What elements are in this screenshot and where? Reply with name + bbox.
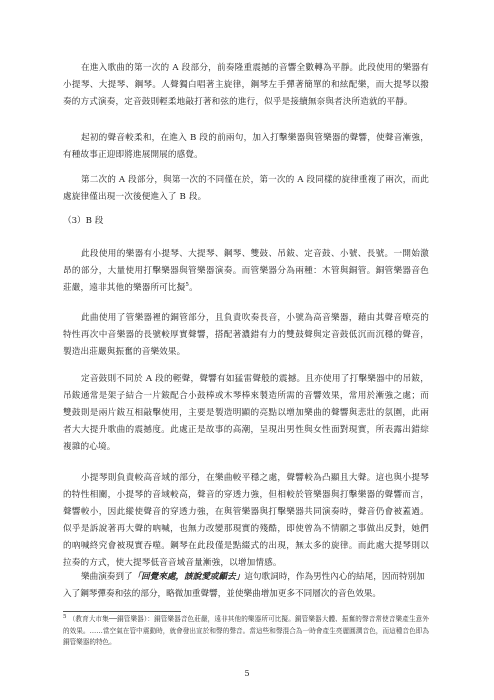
- paragraph-a-section-second: 第二次的 A 段部分，與第一次的不同僅在於，第一次的 A 段同樣的旋律重複了兩次，而此處旋律僅出現一次後便進入了 B 段。: [63, 175, 429, 202]
- page-number: 5: [244, 669, 250, 678]
- section-heading-b: （3）B 段: [63, 216, 104, 226]
- paragraph-b-instruments-text: 此段使用的樂器有小提琴、大提琴、鋼琴、雙鼓、吊鈸、定音鼓、小號、長號。一開始激昂的部分，大量使用打擊樂器與管樂器演奏。而管樂器分為兩種：木管與銅管。銅管樂器音色莊嚴，遠非其他的樂器所可比擬: [63, 249, 429, 293]
- footnote: [63, 614, 429, 649]
- footnote-text: （教育大市集──銅管樂器）：銅管樂器音色莊嚴，遠非其他的樂器所可比擬。銅管樂器大體、振奮的聲音常使音樂產生意外的效果。……當空氣在管中震動時，就會發出宣於和聲的聲音。當這些和聲混合為一時會產生亮麗圓潤音色，而這種音色即為銅管樂器的特色。: [63, 615, 429, 646]
- footnote-number: 5: [63, 613, 67, 620]
- paragraph-soft-opening: 起初的聲音較柔和，在進入 B 段的前兩句，加入打擊樂器與管樂器的聲響，使聲音漸強，有種故事正迎即將進展開展的感覺。: [63, 133, 429, 160]
- paragraph-b-instruments: 此段使用的樂器有小提琴、大提琴、鋼琴、雙鼓、吊鈸、定音鼓、小號、長號。一開始激昂的部分，大量使用打擊樂器與管樂器演奏。而管樂器分為兩種：木管與銅管。銅管樂器音色莊嚴，遠非其他的樂器所可比擬$^5$。: [63, 249, 429, 293]
- paragraph-climax-lyric: [63, 569, 429, 603]
- paragraph-percussion: 定音鼓則不同於 A 段的輕聲，聲響有如猛雷聲般的震撼。且亦使用了打擊樂器中的吊鈸，吊鈸通常是架子結合一片鈸配合小鼓棒或木琴棒來製造所需的音響效果，常用於漸強之處；而雙鼓則是兩片鈸互相敲擊使用，主要是製造明顯的亮點以增加樂曲的聲響與悲壯的氛圍，此兩者大大提升歌曲的震撼度。此處正是故事的高潮，呈現出男性與女性面對現實，所表露出錯綜複雜的心境。: [63, 374, 429, 452]
- footnote-reference[interactable]: 5: [185, 282, 190, 289]
- lyric-quote: 「回覺來處，該說愛或顧去」: [132, 572, 245, 582]
- paragraph-a-section-first: 在進入歌曲的第一次的 A 段部分，前奏隆重震撼的音響全數轉為平靜。此段使用的樂器有小提琴、大提琴、鋼琴。人聲獨白唱著主旋律，鋼琴左手彈著簡單的和絃配樂，而大提琴以撥奏的方式演奏，定音鼓則輕柔地敲打著和弦的進行，似乎是接續無奈與者決所造就的平靜。: [63, 63, 429, 107]
- lyric-follow: 這句歌詞時，作為男性內心的結尾，因而特別加入了鋼琴彈奏和弦的部分，略微加重聲響，並使樂曲增加更多不同層次的音色效果。: [63, 572, 425, 599]
- paragraph-brass-usage: 此曲使用了管樂器裡的銅管部分，且負責吹奏長音，小號為高音樂器，藉由其聲音嘹亮的特性再次中音樂器的長號較厚實聲響，搭配著濃錯有力的雙鼓聲與定音鼓低沉而沉穩的聲音，製造出莊嚴與振奮的音樂效果。: [63, 313, 429, 357]
- paragraph-violin: 小提琴則負責較高音域的部分，在樂曲較平穩之處，聲響較為凸顯且大聲。這也與小提琴的特性相關，小提琴的音域較高，聲音的穿透力強，但相較於管樂器與打擊樂器的聲響而言，聲響較小，因此縱使聲音的穿透力強，在與管樂器與打擊樂器共同演奏時，聲音仍會被蓋過。似乎是訴說著再大聲的吶喊，也無力改變那現實的殘酷，即使曾為不情願之事做出反對，她們的吶喊終究會被現實吞噬。鋼琴在此段僅是點綴式的出現，無太多的旋律。而此處大提琴則以拉奏的方式，使大提琴低音音域音量漸強，以增加情感。: [63, 473, 429, 568]
- footnote-divider: [63, 611, 181, 612]
- lyric-lead-in: 樂曲演奏到了: [81, 572, 133, 582]
